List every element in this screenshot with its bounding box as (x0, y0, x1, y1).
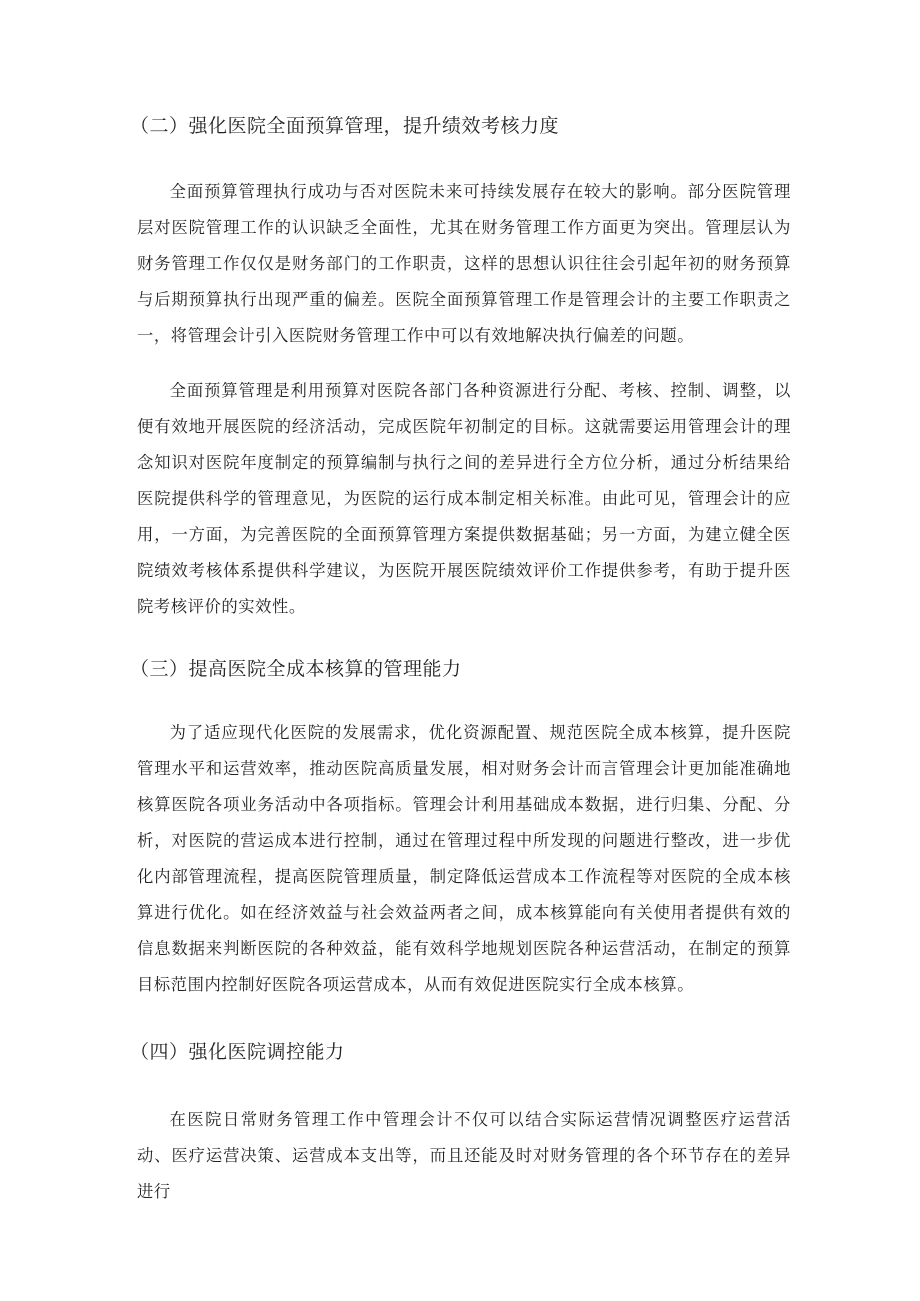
paragraph: 全面预算管理执行成功与否对医院未来可持续发展存在较大的影响。部分医院管理层对医院管理工作的认识缺乏全面性，尤其在财务管理工作方面更为突出。管理层认为财务管理工作仅仅是财务部门的工作职责，这样的思想认识往往会引起年初的财务预算与后期预算执行出现严重的偏差。医院全面预算管理工作是管理会计的主要工作职责之一，将管理会计引入医院财务管理工作中可以有效地解决执行偏差的问题。 (137, 182, 791, 345)
section-heading-4: （四）强化医院调控能力 (130, 1041, 345, 1063)
paragraph: 为了适应现代化医院的发展需求，优化资源配置、规范医院全成本核算，提升医院管理水平和运营效率，推动医院高质量发展，相对财务会计而言管理会计更加能准确地核算医院各项业务活动中各项指标。管理会计利用基础成本数据，进行归集、分配、分析，对医院的营运成本进行控制，通过在管理过程中所发现的问题进行整改，进一步优化内部管理流程，提高医院管理质量，制定降低运营成本工作流程等对医院的全成本核算进行优化。如在经济效益与社会效益两者之间，成本核算能向有关使用者提供有效的信息数据来判断医院的各种效益，能有效科学地规划医院各种运营活动，在制定的预算目标范围内控制好医院各项运营成本，从而有效促进医院实行全成本核算。 (137, 723, 791, 994)
paragraph: 在医院日常财务管理工作中管理会计不仅可以结合实际运营情况调整医疗运营活动、医疗运营决策、运营成本支出等，而且还能及时对财务管理的各个环节存在的差异进行 (137, 1110, 791, 1201)
paragraph: 全面预算管理是利用预算对医院各部门各种资源进行分配、考核、控制、调整，以便有效地开展医院的经济活动，完成医院年初制定的目标。这就需要运用管理会计的理念知识对医院年度制定的预算编制与执行之间的差异进行全方位分析，通过分析结果给医院提供科学的管理意见，为医院的运行成本制定相关标准。由此可见，管理会计的应用，一方面，为完善医院的全面预算管理方案提供数据基础；另一方面，为建立健全医院绩效考核体系提供科学建议，为医院开展医院绩效评价工作提供参考，有助于提升医院考核评价的实效性。 (137, 381, 791, 616)
section-heading-3: （三）提高医院全成本核算的管理能力 (130, 658, 462, 680)
section-heading-2: （二）强化医院全面预算管理，提升绩效考核力度 (130, 115, 560, 137)
